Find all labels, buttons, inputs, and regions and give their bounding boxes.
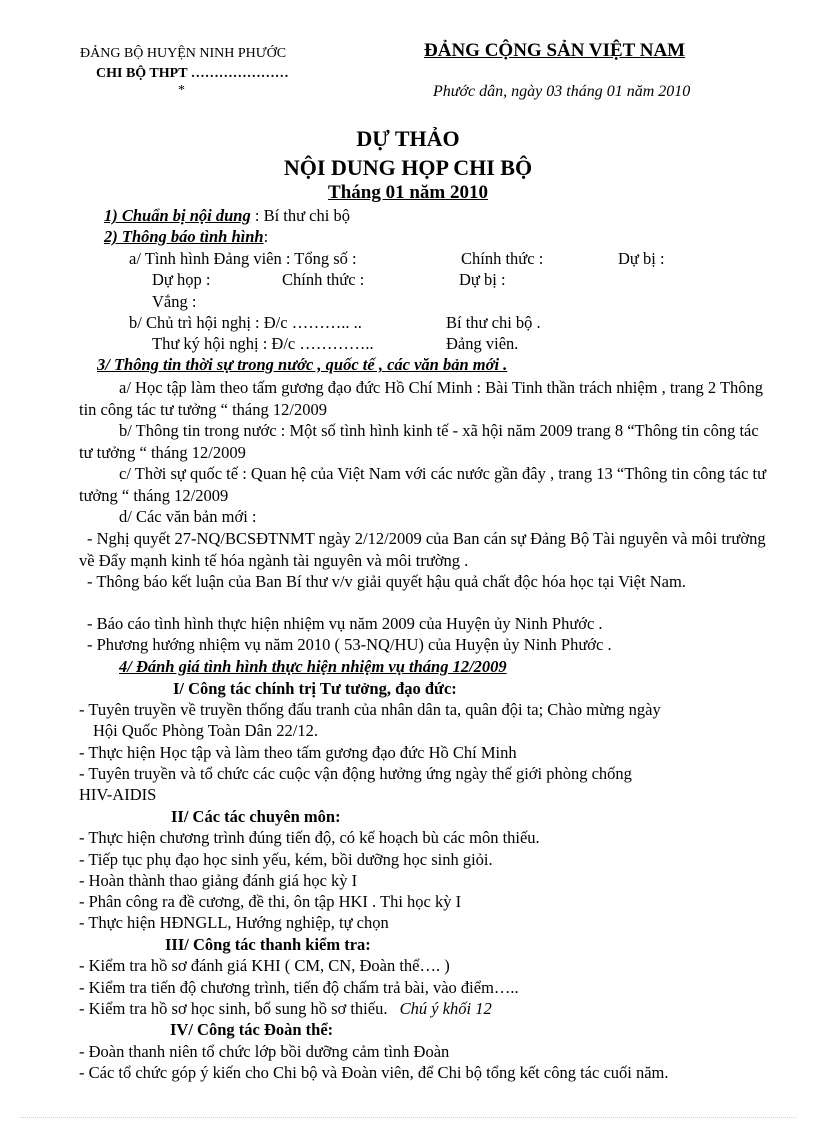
doc-2-text: - Thông báo kết luận của Ban Bí thư v/v giải quyết hậu quả chất độc hóa học tại Việt Nam. bbox=[87, 572, 686, 591]
part-3-item-3 bbox=[79, 999, 492, 1019]
news-b bbox=[79, 420, 769, 463]
place-date: Phước dân, ngày 03 tháng 01 năm 2010 bbox=[433, 83, 691, 100]
doc-1-text: - Nghị quyết 27-NQ/BCSĐTNMT ngày 2/12/2009 của Ban cán sự Đảng Bộ Tài nguyên và môi trường về Đẩy mạnh kinh tế hóa ngành tài nguyên và môi trường . bbox=[79, 529, 766, 570]
doc-title-main: NỘI DUNG HỌP CHI BỘ bbox=[283, 155, 533, 180]
chair-line: b/ Chủ trì hội nghị : Đ/c ……….. .. bbox=[129, 313, 362, 332]
doc-2 bbox=[79, 571, 769, 593]
part-4-title: IV/ Công tác Đoàn thể: bbox=[170, 1020, 334, 1039]
members-total: a/ Tình hình Đảng viên : Tổng số : bbox=[129, 249, 357, 268]
part-2-item-5: - Thực hiện HĐNGLL, Hướng nghiệp, tự chọn bbox=[79, 913, 389, 932]
attend-official: Chính thức : bbox=[282, 270, 365, 289]
header-star: * bbox=[178, 83, 185, 98]
part-2-title: II/ Các tác chuyên môn: bbox=[171, 807, 341, 826]
part-1-item-3b: HIV-AIDIS bbox=[79, 785, 157, 804]
absent-label: Vắng : bbox=[152, 292, 197, 311]
part-4-item-1: - Đoàn thanh niên tổ chức lớp bồi dưỡng cảm tình Đoàn bbox=[79, 1042, 450, 1061]
party-name: ĐẢNG CỘNG SẢN VIỆT NAM bbox=[424, 40, 686, 61]
part-1-item-1a: - Tuyên truyền về truyền thống đấu tranh của nhân dân ta, quân đội ta; Chào mừng ngày bbox=[79, 700, 661, 719]
part-2-item-4: - Phân công ra đề cương, đề thi, ôn tập HKI . Thi học kỳ I bbox=[79, 892, 462, 911]
doc-3: - Báo cáo tình hình thực hiện nhiệm vụ năm 2009 của Huyện ủy Ninh Phước . bbox=[87, 614, 603, 633]
chair-role: Bí thư chi bộ . bbox=[446, 313, 541, 332]
section-1 bbox=[104, 206, 350, 226]
doc-title-month: Tháng 01 năm 2010 bbox=[328, 182, 488, 203]
section-2-colon: : bbox=[263, 227, 269, 246]
section-1-value: : Bí thư chi bộ bbox=[254, 206, 350, 225]
part-1-item-2: - Thực hiện Học tập và làm theo tấm gương đạo đức Hồ Chí Minh bbox=[79, 743, 517, 762]
part-1-item-1b: Hội Quốc Phòng Toàn Dân 22/12. bbox=[93, 721, 318, 740]
doc-title-draft: DỰ THẢO bbox=[356, 126, 460, 151]
part-3-item-3-text: - Kiểm tra hồ sơ học sinh, bổ sung hồ sơ thiếu. bbox=[79, 999, 388, 1018]
doc-1 bbox=[79, 528, 769, 571]
part-2-item-3: - Hoàn thành thao giảng đánh giá học kỳ I bbox=[79, 871, 358, 890]
news-a-text: a/ Học tập làm theo tấm gương đạo đức Hồ Chí Minh : Bài Tinh thần trách nhiệm , trang 2 Thông tin công tác tư tưởng “ tháng 12/2009 bbox=[79, 378, 764, 419]
doc-4: - Phương hướng nhiệm vụ năm 2010 ( 53-NQ/HU) của Huyện ủy Ninh Phước . bbox=[87, 635, 612, 654]
attend-label: Dự họp : bbox=[152, 270, 211, 289]
secretary-line: Thư ký hội nghị : Đ/c ………….. bbox=[152, 334, 374, 353]
section-2 bbox=[104, 227, 268, 247]
part-3-item-2: - Kiểm tra tiến độ chương trình, tiến độ chấm trả bài, vào điểm….. bbox=[79, 978, 519, 997]
part-4-item-2: - Các tổ chức góp ý kiến cho Chi bộ và Đoàn viên, để Chi bộ tổng kết công tác cuối năm. bbox=[79, 1063, 669, 1082]
news-d: d/ Các văn bản mới : bbox=[119, 507, 257, 526]
members-official: Chính thức : bbox=[461, 249, 544, 268]
section-1-label: 1) Chuẩn bị nội dung bbox=[104, 206, 251, 225]
part-1-item-3a: - Tuyên truyền và tổ chức các cuộc vận động hưởng ứng ngày thế giới phòng chống bbox=[79, 764, 632, 783]
news-b-text: b/ Thông tin trong nước : Một số tình hình kinh tế - xã hội năm 2009 trang 8 “Thông tin công tác tư tưởng “ tháng 12/2009 bbox=[79, 421, 759, 462]
part-3-title: III/ Công tác thanh kiểm tra: bbox=[165, 935, 371, 954]
news-a bbox=[79, 377, 769, 420]
members-probation: Dự bị : bbox=[618, 249, 665, 268]
news-c bbox=[79, 463, 769, 506]
section-4-heading: 4/ Đánh giá tình hình thực hiện nhiệm vụ tháng 12/2009 bbox=[119, 657, 507, 676]
section-2-label: 2) Thông báo tình hình bbox=[104, 227, 264, 246]
section-3-heading: 3/ Thông tin thời sự trong nước , quốc tế , các văn bản mới . bbox=[97, 355, 508, 374]
news-c-text: c/ Thời sự quốc tế : Quan hệ của Việt Nam với các nước gần đây , trang 13 “Thông tin công tác tư tưởng “ tháng 12/2009 bbox=[79, 464, 767, 505]
attend-probation: Dự bị : bbox=[459, 270, 506, 289]
branch-name: CHI BỘ THPT ………………… bbox=[96, 66, 289, 81]
org-name: ĐẢNG BỘ HUYỆN NINH PHƯỚC bbox=[80, 46, 287, 61]
part-1-title: I/ Công tác chính trị Tư tưởng, đạo đức: bbox=[173, 679, 457, 698]
part-2-item-1: - Thực hiện chương trình đúng tiến độ, có kế hoạch bù các môn thiếu. bbox=[79, 828, 540, 847]
part-3-item-1: - Kiểm tra hồ sơ đánh giá KHI ( CM, CN, Đoàn thể…. ) bbox=[79, 956, 450, 975]
secretary-role: Đảng viên. bbox=[446, 334, 519, 353]
part-2-item-2: - Tiếp tục phụ đạo học sinh yếu, kém, bồi dưỡng học sinh giỏi. bbox=[79, 850, 493, 869]
page-bottom-rule bbox=[20, 1117, 796, 1118]
part-3-item-3-note: Chú ý khối 12 bbox=[399, 999, 492, 1018]
